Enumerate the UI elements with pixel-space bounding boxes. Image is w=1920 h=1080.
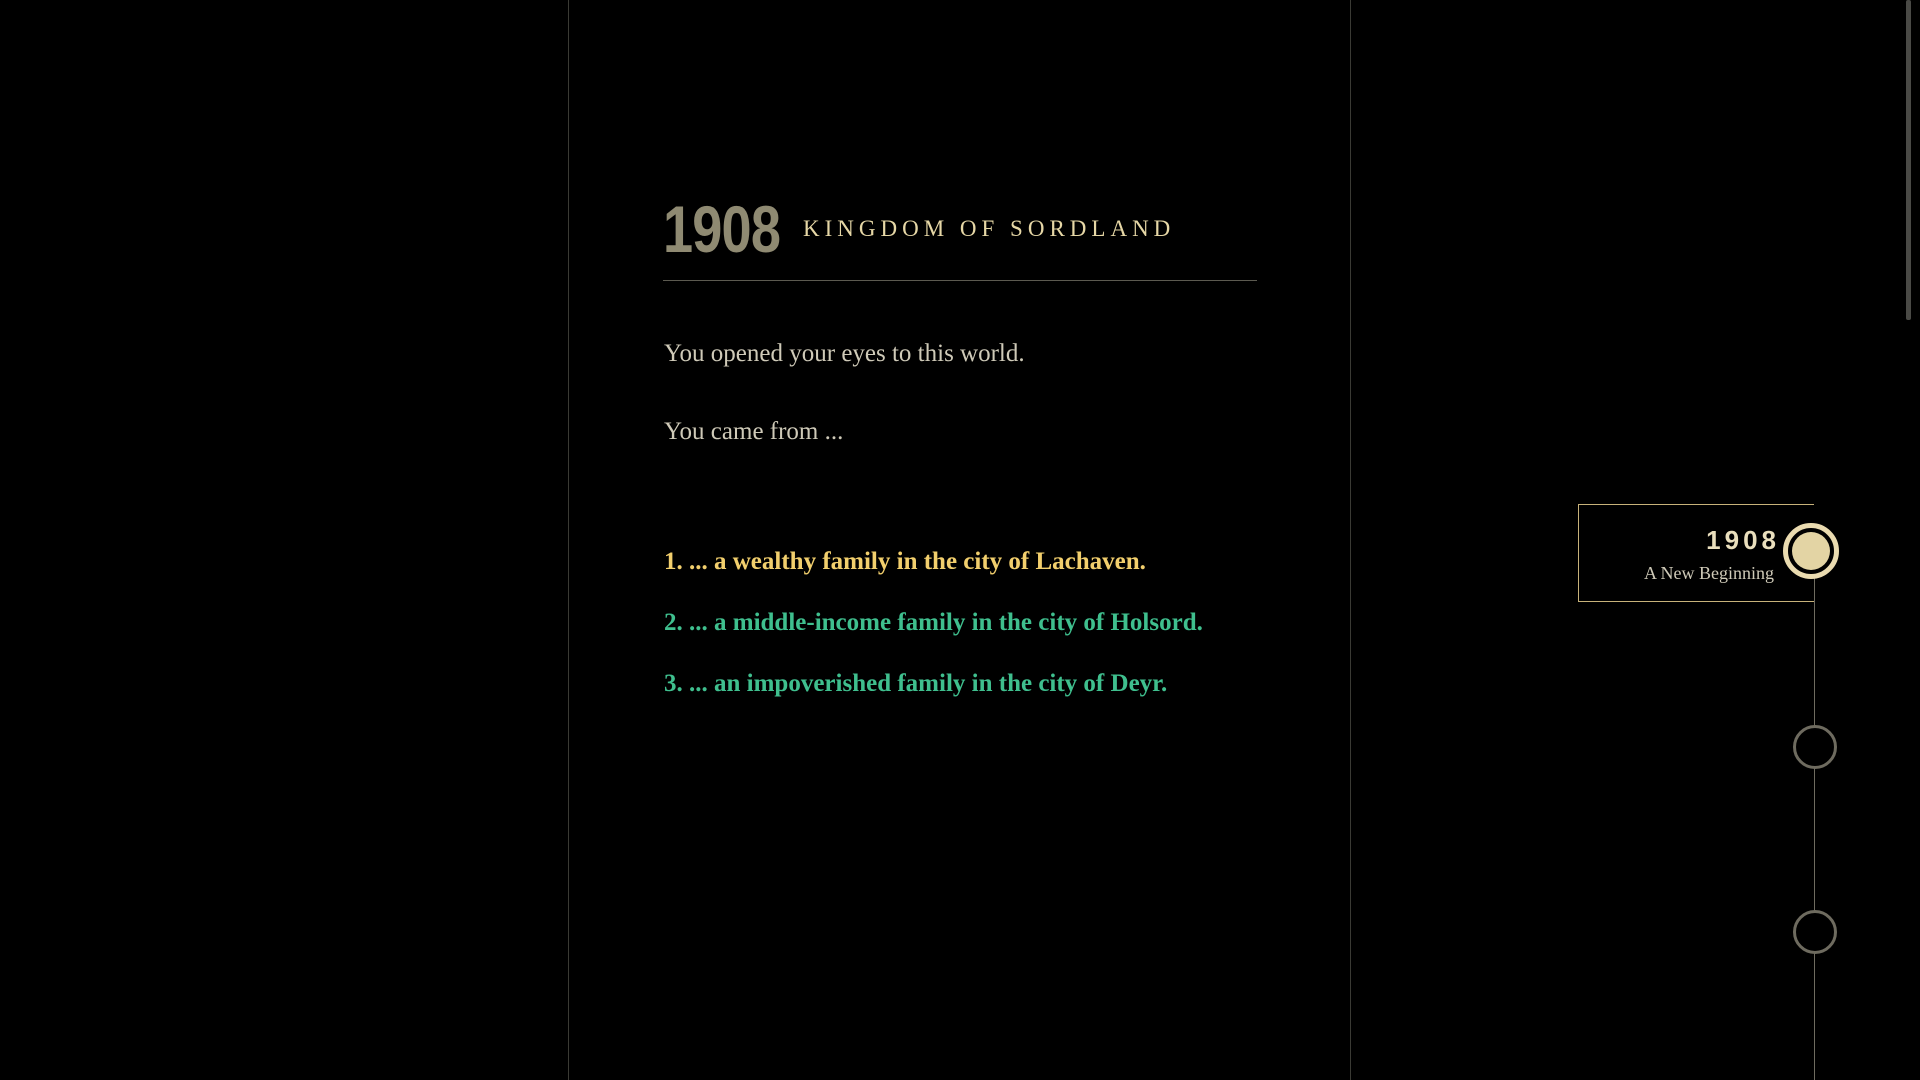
timeline-node-future[interactable] xyxy=(1793,725,1837,769)
chapter-year: 1908 xyxy=(663,192,781,266)
region-title: KINGDOM OF SORDLAND xyxy=(803,216,1176,241)
timeline-node-fill xyxy=(1792,532,1830,570)
narration-line: You opened your eyes to this world. xyxy=(664,340,1025,367)
timeline-node-current[interactable] xyxy=(1783,523,1839,579)
timeline-card-title: A New Beginning xyxy=(1644,563,1774,583)
timeline-node-future[interactable] xyxy=(1793,910,1837,954)
narration-line: You came from ... xyxy=(664,418,844,445)
right-column-divider xyxy=(1350,0,1351,1080)
scrollbar-thumb[interactable] xyxy=(1906,0,1911,320)
timeline-card-year: 1908 xyxy=(1706,525,1780,555)
choice-wealthy-family[interactable]: 1. ... a wealthy family in the city of Lachaven. xyxy=(664,548,1146,575)
timeline-current-card xyxy=(1578,504,1814,602)
left-column-divider xyxy=(568,0,569,1080)
timeline-track xyxy=(1814,555,1815,1080)
choice-middle-income-family[interactable]: 2. ... a middle-income family in the city of Holsord. xyxy=(664,609,1203,636)
chapter-header xyxy=(663,190,1257,281)
choice-impoverished-family[interactable]: 3. ... an impoverished family in the city of Deyr. xyxy=(664,670,1168,697)
